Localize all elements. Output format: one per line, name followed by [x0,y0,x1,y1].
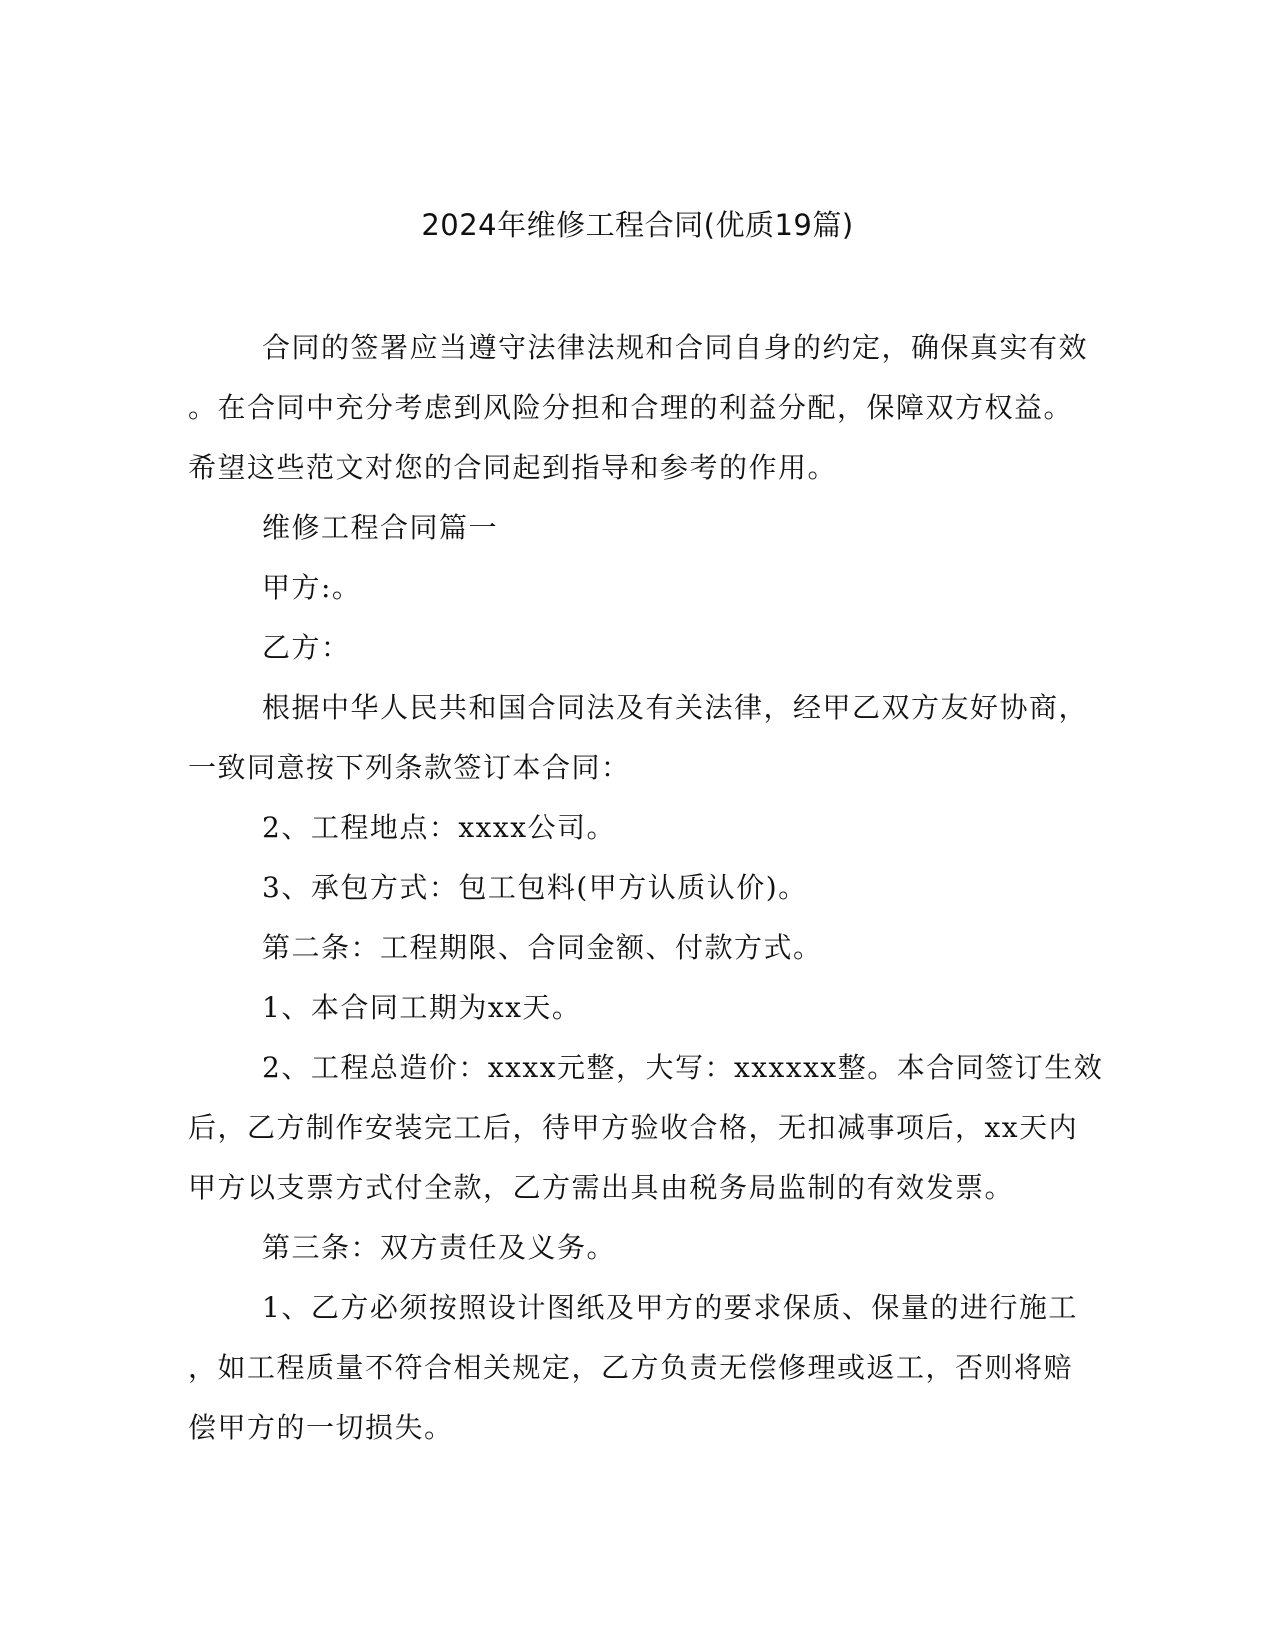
paragraph-line: 一致同意按下列条款签订本合同： [188,751,631,784]
paragraph-line: 后，乙方制作安装完工后，待甲方验收合格，无扣减事项后，xx天内 [188,1111,1079,1144]
clause-item: 1、乙方必须按照设计图纸及甲方的要求保质、保量的进行施工 [262,1291,1078,1324]
paragraph-line: 偿甲方的一切损失。 [188,1411,454,1444]
paragraph-line: 根据中华人民共和国合同法及有关法律，经甲乙双方友好协商， [262,691,1089,724]
article-heading: 第三条：双方责任及义务。 [262,1231,617,1264]
section-heading: 维修工程合同篇一 [262,511,499,544]
party-b-line: 乙方： [262,631,351,664]
party-a-line: 甲方:。 [262,571,362,604]
paragraph-line: ，如工程质量不符合相关规定，乙方负责无偿修理或返工，否则将赔 [188,1351,1074,1384]
paragraph-line: 。在合同中充分考虑到风险分担和合理的利益分配，保障双方权益。 [188,391,1074,424]
paragraph-line: 甲方以支票方式付全款，乙方需出具由税务局监制的有效发票。 [188,1171,1015,1204]
paragraph-line: 希望这些范文对您的合同起到指导和参考的作用。 [188,451,838,484]
article-heading: 第二条：工程期限、合同金额、付款方式。 [262,931,823,964]
clause-item: 3、承包方式：包工包料(甲方认质认价)。 [262,871,808,904]
paragraph-line: 合同的签署应当遵守法律法规和合同自身的约定，确保真实有效 [262,331,1089,364]
clause-item: 1、本合同工期为xx天。 [262,991,582,1024]
clause-item: 2、工程总造价：xxxx元整，大写：xxxxxx整。本合同签订生效 [262,1051,1104,1084]
document-body [188,318,1104,1458]
page-title: 2024年维修工程合同(优质19篇) [421,208,854,242]
clause-item: 2、工程地点：xxxx公司。 [262,811,616,844]
